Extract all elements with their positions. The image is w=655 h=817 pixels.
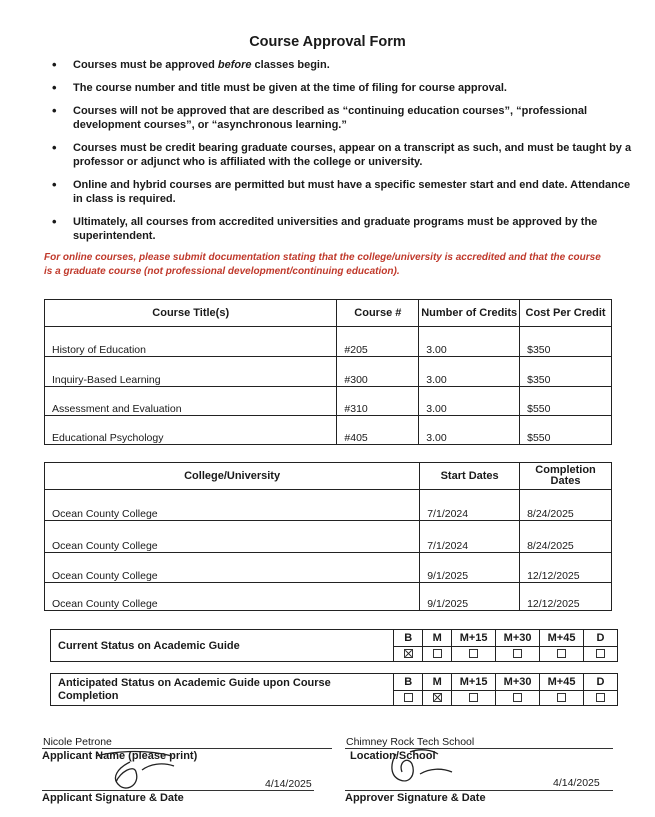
- level-header: M+30: [496, 630, 540, 647]
- location-label: Location/School: [350, 750, 436, 762]
- requirement-item: [52, 104, 642, 132]
- requirement-item: [52, 178, 642, 206]
- credits-cell[interactable]: 3.00: [419, 416, 520, 445]
- bullet-icon: •: [52, 140, 57, 155]
- college-cell[interactable]: Ocean County College: [45, 553, 420, 583]
- requirement-item: [52, 58, 642, 72]
- cost-cell[interactable]: $350: [520, 327, 612, 357]
- approver-signature-line: [345, 790, 613, 791]
- level-header: M+15: [452, 674, 496, 691]
- course-number-cell[interactable]: #405: [337, 416, 419, 445]
- start-date-cell[interactable]: 7/1/2024: [420, 490, 520, 521]
- bullet-icon: •: [52, 214, 57, 229]
- requirements-list: [52, 58, 642, 252]
- completion-date-cell[interactable]: 12/12/2025: [520, 583, 612, 611]
- current-status-table: [50, 629, 618, 662]
- checkbox-m30[interactable]: [513, 693, 522, 702]
- applicant-signature-label: Applicant Signature & Date: [42, 792, 184, 804]
- course-title-cell[interactable]: Assessment and Evaluation: [45, 387, 337, 416]
- col-header-credits: Number of Credits: [419, 300, 520, 327]
- course-title-cell[interactable]: Educational Psychology: [45, 416, 337, 445]
- bullet-icon: •: [52, 103, 57, 118]
- checkbox-m15[interactable]: [469, 649, 478, 658]
- completion-date-cell[interactable]: 8/24/2025: [520, 490, 612, 521]
- checkbox-d[interactable]: [596, 693, 605, 702]
- approver-date-value[interactable]: 4/14/2025: [553, 777, 600, 789]
- table-row: [45, 521, 612, 553]
- course-title-cell[interactable]: Inquiry-Based Learning: [45, 357, 337, 387]
- course-number-cell[interactable]: #300: [337, 357, 419, 387]
- bullet-icon: •: [52, 57, 57, 72]
- table-row: [45, 387, 612, 416]
- requirement-text: Courses must be approved: [73, 59, 218, 71]
- course-number-cell[interactable]: #310: [337, 387, 419, 416]
- college-cell[interactable]: Ocean County College: [45, 490, 420, 521]
- completion-date-cell[interactable]: 12/12/2025: [520, 553, 612, 583]
- checkbox-m-checked[interactable]: [433, 693, 442, 702]
- anticipated-status-table: [50, 673, 618, 706]
- colleges-header-row: [45, 463, 612, 490]
- col-header-course-number: Course #: [337, 300, 419, 327]
- start-date-cell[interactable]: 9/1/2025: [420, 553, 520, 583]
- start-date-cell[interactable]: 9/1/2025: [420, 583, 520, 611]
- requirement-emphasis: before: [217, 59, 252, 71]
- col-header-completion-dates: Completion Dates: [520, 463, 612, 490]
- checkbox-m45[interactable]: [557, 693, 566, 702]
- bullet-icon: •: [52, 177, 57, 192]
- form-title: Course Approval Form: [249, 34, 406, 50]
- credits-cell[interactable]: 3.00: [419, 357, 520, 387]
- completion-date-cell[interactable]: 8/24/2025: [520, 521, 612, 553]
- applicant-date-value[interactable]: 4/14/2025: [265, 778, 312, 790]
- level-header: B: [394, 674, 423, 691]
- checkbox-m15[interactable]: [469, 693, 478, 702]
- col-header-start-dates: Start Dates: [420, 463, 520, 490]
- credits-cell[interactable]: 3.00: [419, 327, 520, 357]
- requirement-text: Courses must be credit bearing graduate courses, appear on a transcript as such, and must be taught by a professor or adjunct who is affiliated with the college or university.: [73, 142, 632, 168]
- anticipated-status-label: Anticipated Status on Academic Guide upon Course Completion: [51, 674, 394, 706]
- table-row: [45, 416, 612, 445]
- applicant-signature-line: [42, 790, 314, 791]
- level-header: D: [584, 674, 618, 691]
- checkbox-m45[interactable]: [557, 649, 566, 658]
- current-status-label: Current Status on Academic Guide: [51, 630, 394, 662]
- requirement-item: [52, 141, 642, 169]
- colleges-table: [44, 462, 612, 611]
- level-header: M+15: [452, 630, 496, 647]
- cost-cell[interactable]: $350: [520, 357, 612, 387]
- requirement-text: The course number and title must be given at the time of filing for course approval.: [73, 82, 507, 94]
- location-value[interactable]: Chimney Rock Tech School: [346, 736, 475, 748]
- table-row: [45, 357, 612, 387]
- table-row: [45, 583, 612, 611]
- approver-signature-image: [380, 744, 460, 790]
- college-cell[interactable]: Ocean County College: [45, 583, 420, 611]
- start-date-cell[interactable]: 7/1/2024: [420, 521, 520, 553]
- college-cell[interactable]: Ocean County College: [45, 521, 420, 553]
- requirement-text: Online and hybrid courses are permitted but must have a specific semester start and end date. Attendance in class is required.: [73, 179, 631, 205]
- checkbox-b-checked[interactable]: [404, 649, 413, 658]
- level-header: M+45: [540, 630, 584, 647]
- level-header: M+45: [540, 674, 584, 691]
- checkbox-b[interactable]: [404, 693, 413, 702]
- requirement-text: Ultimately, all courses from accredited universities and graduate programs must be approved by the superintendent.: [73, 216, 598, 242]
- level-header: B: [394, 630, 423, 647]
- cost-cell[interactable]: $550: [520, 387, 612, 416]
- col-header-course-title: Course Title(s): [45, 300, 337, 327]
- level-header: M: [423, 630, 452, 647]
- requirement-item: [52, 215, 642, 243]
- courses-header-row: [45, 300, 612, 327]
- col-header-college: College/University: [45, 463, 420, 490]
- bullet-icon: •: [52, 80, 57, 95]
- courses-table: [44, 299, 612, 445]
- table-row: [45, 490, 612, 521]
- level-header: D: [584, 630, 618, 647]
- level-header: M: [423, 674, 452, 691]
- requirement-item: [52, 81, 642, 95]
- checkbox-m30[interactable]: [513, 649, 522, 658]
- requirement-text-end: classes begin.: [251, 59, 330, 71]
- cost-cell[interactable]: $550: [520, 416, 612, 445]
- course-number-cell[interactable]: #205: [337, 327, 419, 357]
- approver-signature-label: Approver Signature & Date: [345, 792, 486, 804]
- requirement-text: Courses will not be approved that are described as “continuing education courses”, “professional development courses”, or “asynchronous learning.”: [73, 105, 588, 131]
- applicant-name-value[interactable]: Nicole Petrone: [43, 736, 112, 748]
- applicant-signature-image: [90, 748, 190, 794]
- col-header-cost: Cost Per Credit: [520, 300, 612, 327]
- table-row: [45, 553, 612, 583]
- online-courses-note: For online courses, please submit documentation stating that the college/university is accredited and that the course is a graduate course (not professional development/continuing education).: [44, 252, 601, 277]
- level-header: M+30: [496, 674, 540, 691]
- checkbox-d[interactable]: [596, 649, 605, 658]
- credits-cell[interactable]: 3.00: [419, 387, 520, 416]
- table-row: [45, 327, 612, 357]
- course-title-cell[interactable]: History of Education: [45, 327, 337, 357]
- checkbox-m[interactable]: [433, 649, 442, 658]
- applicant-name-label: Applicant Name (please print): [42, 750, 198, 762]
